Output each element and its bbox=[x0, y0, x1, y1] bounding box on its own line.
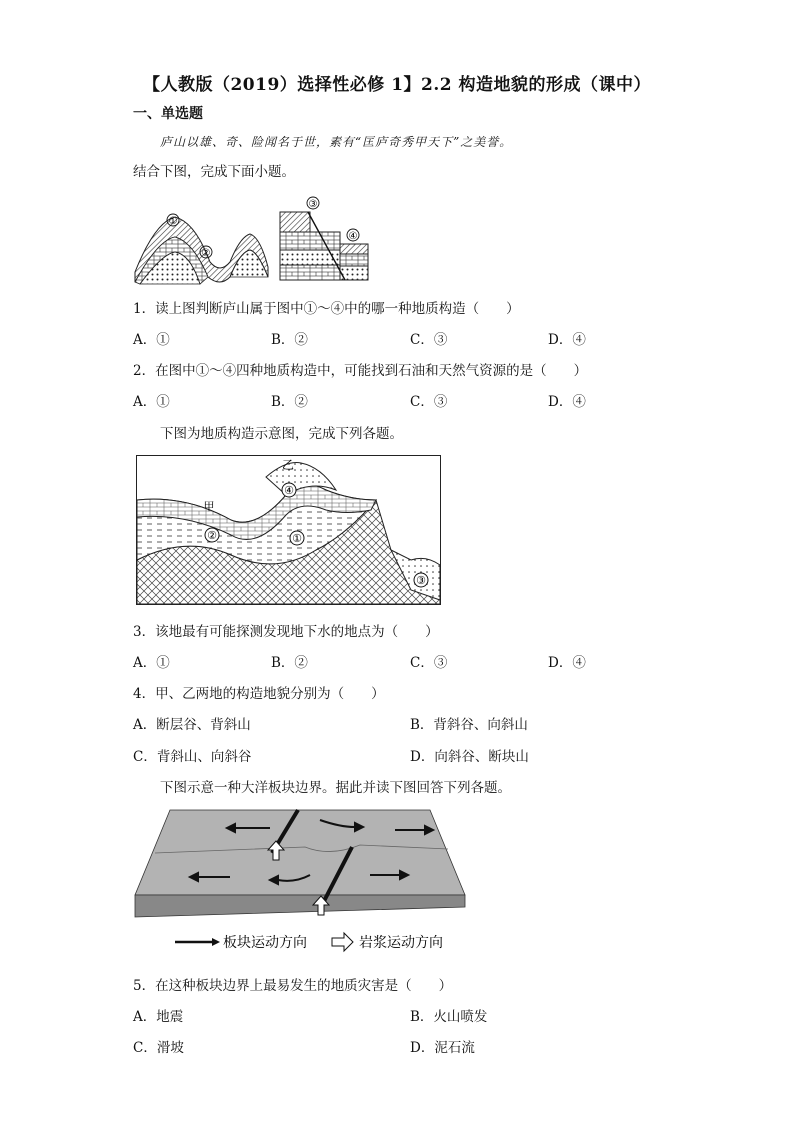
question-1 bbox=[133, 297, 520, 317]
fig1-label-3: ③ bbox=[308, 199, 318, 210]
fig1-label-2: ② bbox=[201, 248, 211, 259]
figure-plate-boundary bbox=[130, 805, 470, 960]
q3-option-b[interactable]: B．② bbox=[271, 655, 308, 671]
question-5 bbox=[133, 974, 452, 994]
figure-fold-fault bbox=[130, 192, 375, 287]
q3-option-d[interactable]: D．④ bbox=[548, 655, 586, 671]
question-text: 该地最有可能探测发现地下水的地点为（ ） bbox=[155, 624, 439, 640]
section-heading: 一、单选题 bbox=[133, 106, 203, 122]
page-title: 【人教版（2019）选择性必修 1】2.2 构造地貌的形成（课中） bbox=[142, 75, 652, 95]
legend-magma-label: 岩浆运动方向 bbox=[359, 935, 443, 951]
q1-option-c[interactable]: C．③ bbox=[410, 332, 448, 348]
question-number: 3． bbox=[133, 624, 156, 640]
question-text: 在这种板块边界上最易发生的地质灾害是（ ） bbox=[155, 978, 453, 994]
question-4 bbox=[133, 682, 385, 702]
intro-prompt-3: 下图示意一种大洋板块边界。据此并读下图回答下列各题。 bbox=[160, 780, 511, 796]
q5-option-d[interactable]: D．泥石流 bbox=[410, 1040, 475, 1056]
q1-option-a[interactable]: A．① bbox=[133, 332, 170, 348]
question-number: 4． bbox=[133, 686, 156, 702]
fig2-label-1: ① bbox=[292, 532, 302, 545]
q5-option-a[interactable]: A．地震 bbox=[133, 1009, 184, 1025]
q2-option-c[interactable]: C．③ bbox=[410, 394, 448, 410]
fig1-label-4: ④ bbox=[348, 231, 358, 242]
q5-option-c[interactable]: C．滑坡 bbox=[133, 1040, 184, 1056]
question-number: 1． bbox=[133, 301, 156, 317]
figure-geologic-structure bbox=[136, 455, 441, 605]
question-2 bbox=[133, 359, 587, 379]
legend-plate-label: 板块运动方向 bbox=[223, 935, 307, 951]
question-text: 甲、乙两地的构造地貌分别为（ ） bbox=[155, 686, 385, 702]
q3-option-a[interactable]: A．① bbox=[133, 655, 170, 671]
intro-poem: 庐山以雄、奇、险闻名于世，素有“匡庐奇秀甲天下”之美誉。 bbox=[160, 135, 513, 149]
q5-option-b[interactable]: B．火山喷发 bbox=[410, 1009, 488, 1025]
intro-prompt-2: 下图为地质构造示意图，完成下列各题。 bbox=[160, 426, 403, 442]
intro-prompt-1: 结合下图，完成下面小题。 bbox=[133, 164, 295, 180]
q1-option-d[interactable]: D．④ bbox=[548, 332, 586, 348]
q4-option-b[interactable]: B．背斜谷、向斜山 bbox=[410, 717, 528, 733]
fig2-label-yi: 乙 bbox=[281, 458, 295, 472]
question-number: 5． bbox=[133, 978, 156, 994]
question-text: 读上图判断庐山属于图中①～④中的哪一种地质构造（ ） bbox=[155, 301, 520, 317]
q2-option-a[interactable]: A．① bbox=[133, 394, 170, 410]
q4-option-c[interactable]: C．背斜山、向斜谷 bbox=[133, 749, 252, 765]
q2-option-b[interactable]: B．② bbox=[271, 394, 308, 410]
fig2-label-jia: 甲 bbox=[203, 500, 215, 513]
q2-option-d[interactable]: D．④ bbox=[548, 394, 586, 410]
q4-option-a[interactable]: A．断层谷、背斜山 bbox=[133, 717, 251, 733]
fig2-label-4: ④ bbox=[284, 484, 294, 497]
fig2-label-3: ③ bbox=[416, 574, 426, 587]
fig1-label-1: ① bbox=[168, 216, 178, 227]
q3-option-c[interactable]: C．③ bbox=[410, 655, 448, 671]
q4-option-d[interactable]: D．向斜谷、断块山 bbox=[410, 749, 529, 765]
fig2-label-2: ② bbox=[207, 529, 217, 542]
question-number: 2． bbox=[133, 363, 156, 379]
question-text: 在图中①～④四种地质构造中，可能找到石油和天然气资源的是（ ） bbox=[155, 363, 588, 379]
q1-option-b[interactable]: B．② bbox=[271, 332, 308, 348]
question-3 bbox=[133, 620, 439, 640]
